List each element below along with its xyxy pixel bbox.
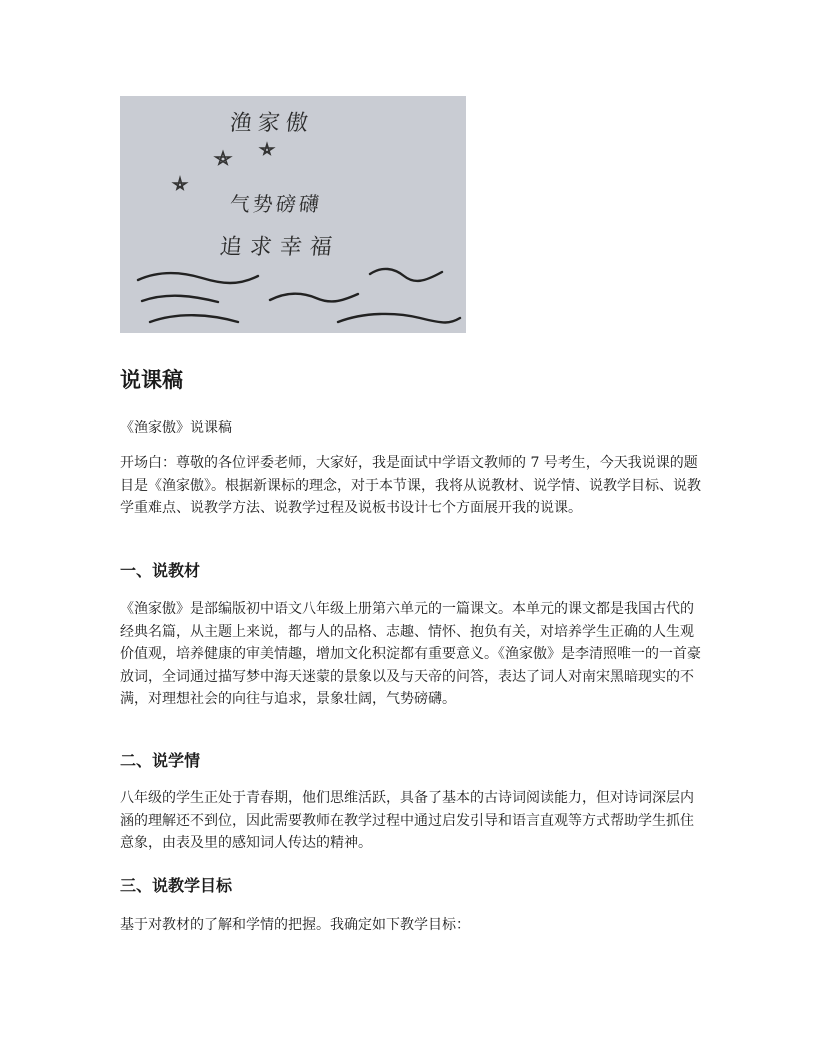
star-icon xyxy=(261,144,273,154)
section-paragraph: 《渔家傲》是部编版初中语文八年级上册第六单元的一篇课文。本单元的课文都是我国古代的经典名篇，从主题上来说，都与人的品格、志趣、情怀、抱负有关，对培养学生正确的人生观价值观，培养健康的审美情趣，增加文化积淀都有重要意义。《渔家傲》是李清照唯一的一首豪放词，全词通过描写梦中海天迷蒙的景象以及与天帝的问答，表达了词人对南宋黑暗现实的不满，对理想社会的向往与追求，景象壮阔，气势磅礴。 xyxy=(120,601,701,707)
star-icon xyxy=(174,178,186,189)
wave-line xyxy=(142,296,218,302)
star-icon xyxy=(216,152,230,164)
wave-line xyxy=(338,314,460,323)
document-page xyxy=(120,96,701,933)
section-heading: 一、说教材 xyxy=(120,561,201,580)
opening-paragraph: 开场白：尊敬的各位评委老师，大家好，我是面试中学语文教师的 7 号考生，今天我说课的题目是《渔家傲》。根据新课标的理念，对于本节课，我将从说教材、说学情、说教学目标、说教学重难点、说教学方法、说教学过程及说板书设计七个方面展开我的说课。 xyxy=(120,455,701,516)
section-paragraph: 基于对教材的了解和学情的把握。我确定如下教学目标： xyxy=(120,917,470,933)
handwritten-line: 追求幸福 xyxy=(218,235,342,260)
document-subtitle: 《渔家傲》说课稿 xyxy=(120,420,232,436)
wave-line xyxy=(370,269,442,281)
handwritten-line: 气势磅礴 xyxy=(228,192,324,216)
star-icons xyxy=(174,144,273,189)
wave-lines xyxy=(138,269,460,323)
page-title: 说课稿 xyxy=(120,368,183,392)
wave-line xyxy=(150,315,238,322)
blackboard-photo xyxy=(120,96,466,333)
section-heading: 三、说教学目标 xyxy=(120,876,233,895)
wave-line xyxy=(138,273,258,283)
section-paragraph: 八年级的学生正处于青春期，他们思维活跃，具备了基本的古诗词阅读能力，但对诗词深层内涵的理解还不到位，因此需要教师在教学过程中通过启发引导和语言直观等方式帮助学生抓住意象，由表及里的感知词人传达的精神。 xyxy=(120,790,694,851)
wave-line xyxy=(270,294,358,302)
section-heading: 二、说学情 xyxy=(120,751,201,770)
handwritten-title: 渔家傲 xyxy=(228,111,316,136)
